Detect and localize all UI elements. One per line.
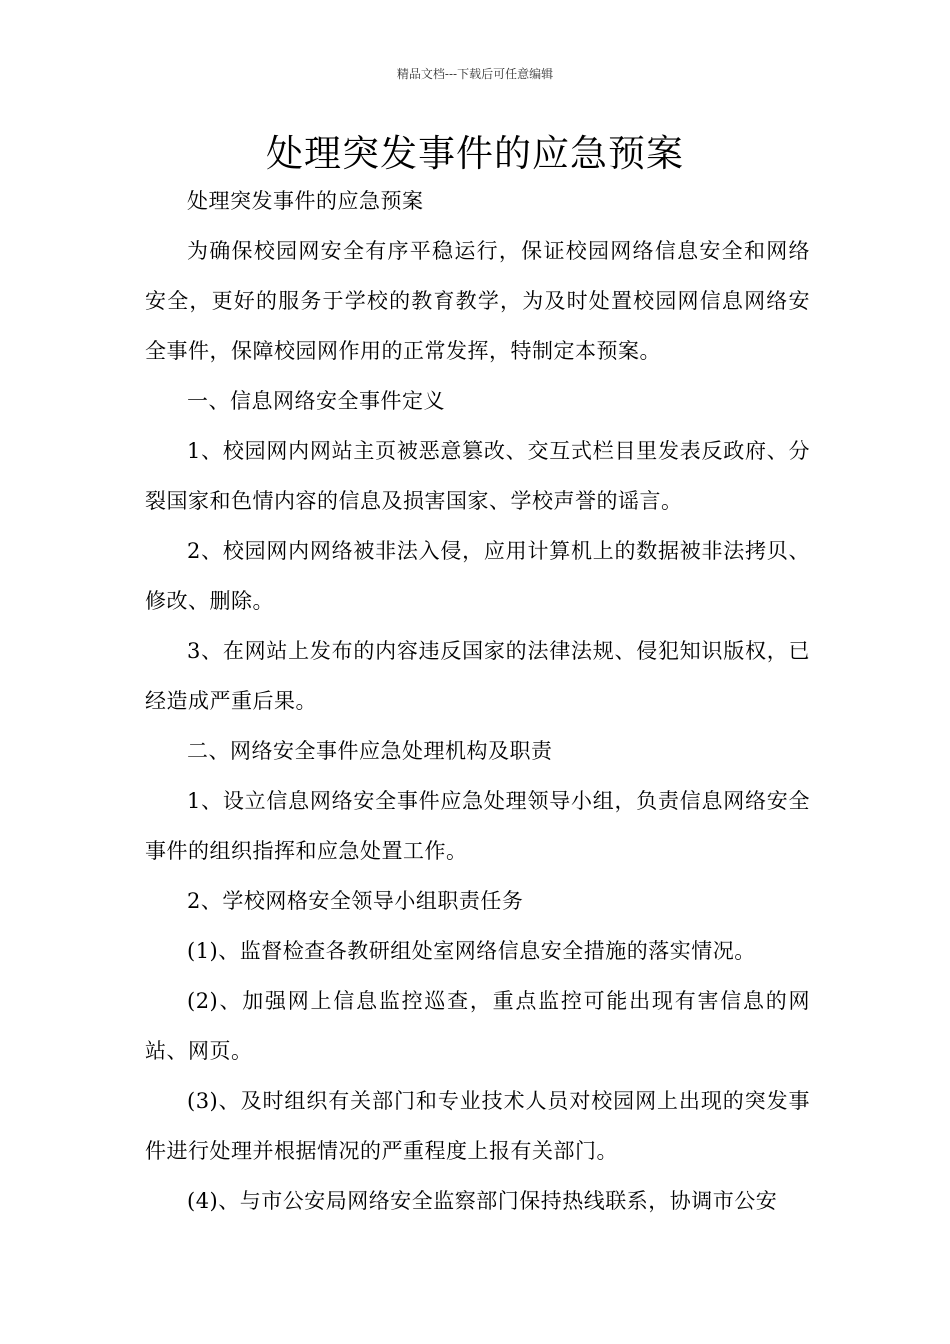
paragraph: 2、学校网格安全领导小组职责任务 [187, 889, 524, 913]
paragraph: 2、校园网内网络被非法入侵，应用计算机上的数据被非法拷贝、修改、删除。 [145, 539, 810, 613]
paragraph: 为确保校园网安全有序平稳运行，保证校园网络信息安全和网络安全，更好的服务于学校的教育教学，为及时处置校园网信息网络安全事件，保障校园网作用的正常发挥，特制定本预案。 [145, 239, 810, 363]
paragraph: 二、网络安全事件应急处理机构及职责 [187, 739, 553, 763]
paragraph: (3)、及时组织有关部门和专业技术人员对校园网上出现的突发事件进行处理并根据情况的严重程度上报有关部门。 [145, 1089, 810, 1163]
paragraph: (2)、加强网上信息监控巡查，重点监控可能出现有害信息的网站、网页。 [145, 989, 810, 1063]
paragraph: 一、信息网络安全事件定义 [187, 389, 445, 413]
paragraph: 1、设立信息网络安全事件应急处理领导小组，负责信息网络安全事件的组织指挥和应急处置工作。 [145, 789, 810, 863]
paragraph: (4)、与市公安局网络安全监察部门保持热线联系，协调市公安 [187, 1189, 778, 1213]
document-body [145, 176, 810, 1226]
paragraph: 1、校园网内网站主页被恶意篡改、交互式栏目里发表反政府、分裂国家和色情内容的信息及损害国家、学校声誉的谣言。 [145, 439, 810, 513]
paragraph: (1)、监督检查各教研组处室网络信息安全措施的落实情况。 [187, 939, 756, 963]
paragraph: 处理突发事件的应急预案 [187, 189, 424, 213]
paragraph: 3、在网站上发布的内容违反国家的法律法规、侵犯知识版权，已经造成严重后果。 [145, 639, 810, 713]
document-title: 处理突发事件的应急预案 [266, 132, 684, 175]
page-header: 精品文档---下载后可任意编辑 [396, 67, 554, 81]
